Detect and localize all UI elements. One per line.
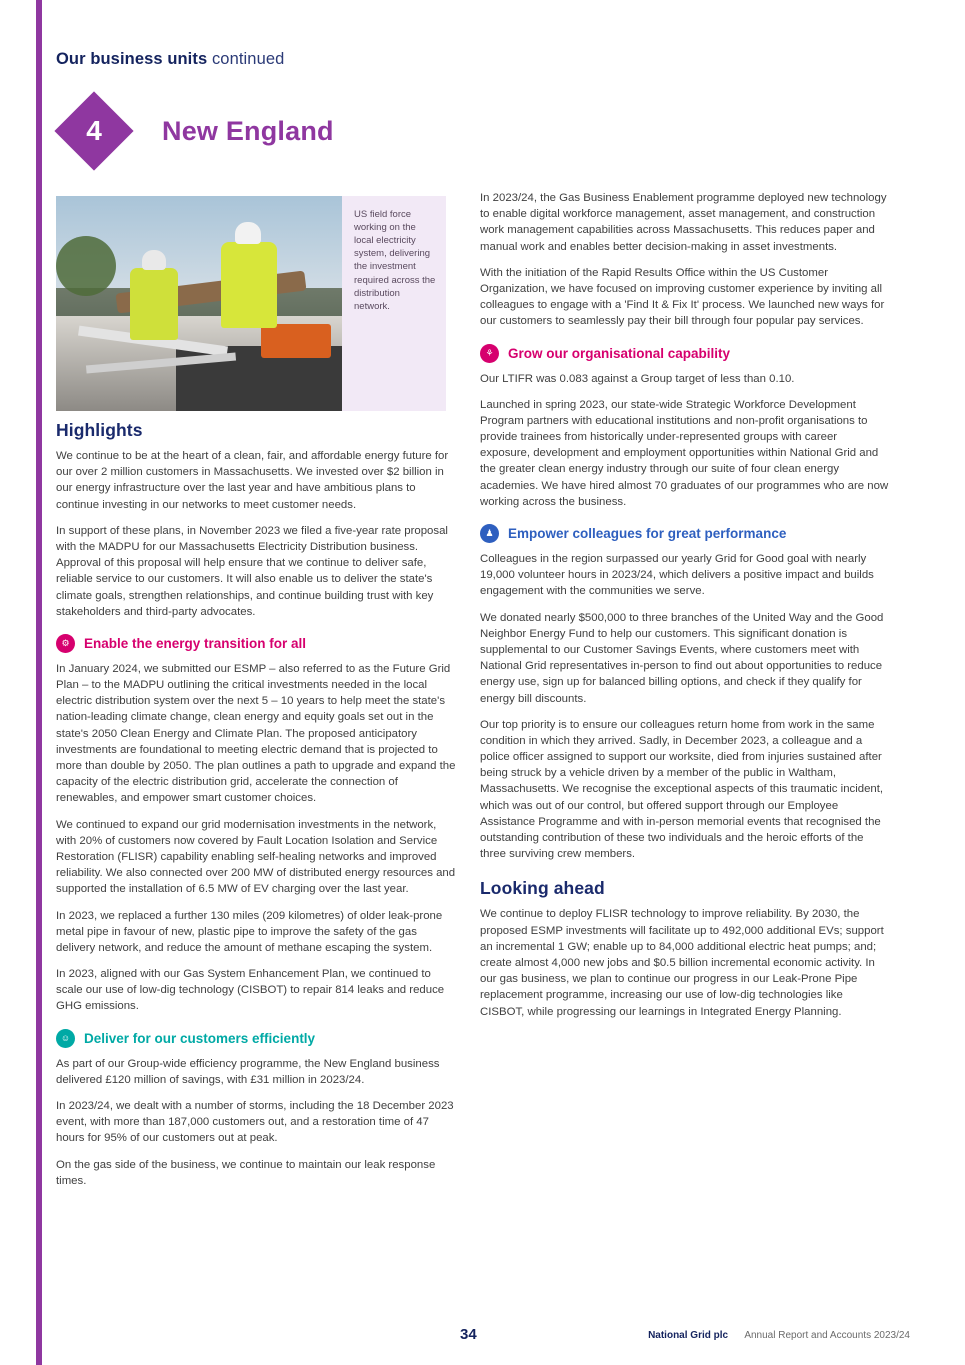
highlights-paragraph: In support of these plans, in November 2023 we filed a five-year rate proposal with the MADPU for our Massachusetts Electricity Distribution business. Approval of this proposal will help ensure that we continue to deliver safe, reliable service to our customers. It will also enable us to deliver the state's climate goals, strengthen relationships, and continue building trust with key stakeholders and third-party advocates.	[56, 524, 448, 618]
subsection-paragraph: As part of our Group-wide efficiency programme, the New England business delivered £120 million of savings, with £31 million in 2023/24.	[56, 1057, 440, 1086]
right-column	[480, 190, 890, 1030]
highlights-paragraph: We continue to be at the heart of a clean, fair, and affordable energy future for our over 2 million customers in Massachusetts. We invested over $2 billion in our energy infrastructure over the last year and have ambitious plans to continue investing in our networks to meet customer needs.	[56, 450, 449, 511]
unit-number-diamond	[54, 91, 133, 170]
subsection-title: Enable the energy transition for all	[84, 635, 307, 651]
subsection-paragraph: Launched in spring 2023, our state-wide Strategic Workforce Development Program partners with educational institutions and non-profit organisations to provide trainees from historically under-represented groups with career exposure, development and employment opportunities within National Grid and the greater clean energy industry through our suite of four clean energy academies. We have hired almost 70 graduates of our programmes who are now working across the business.	[480, 398, 889, 508]
subsection-title: Deliver for our customers efficiently	[84, 1030, 316, 1046]
page-header	[56, 50, 284, 69]
photo-worker-left-helmet	[142, 250, 166, 270]
subsection-paragraph: In January 2024, we submitted our ESMP – also referred to as the Future Grid Plan – to the MADPU outlining the critical investments needed in the local electric distribution system over the next 5 – 10 years to help meet the state's nation-leading climate change, clean energy and equity goals set out in the state's 2050 Clean Energy and Climate Plan. The proposed anticipatory investments are foundational to meeting electric demand that is projected to more than double by 2050. The plan outlines a path to upgrade and expand the capacity of the electric distribution grid, accelerate the connection of renewables, and empower smart customer choices.	[56, 662, 456, 805]
subsection-paragraph: We donated nearly $500,000 to three branches of the United Way and the Good Neighbor Energy Fund to help our customers. This significant donation is supplemental to our Customer Savings Events, where customers meet with National Grid representatives in-person to find out about opportunities to reduce energy use, sign up for balanced billing options, and check if they qualify for energy bill discounts.	[480, 611, 884, 705]
photo-foliage	[56, 236, 116, 296]
photo-worker-right	[221, 242, 277, 328]
unit-number: 4	[86, 115, 102, 146]
subsection-header-empower-colleagues	[480, 524, 890, 543]
subsection-paragraph: Our LTIFR was 0.083 against a Group target of less than 0.10.	[480, 372, 795, 385]
customer-efficiency-icon: ☺	[56, 1029, 75, 1048]
empower-colleagues-icon: ♟	[480, 524, 499, 543]
photo-caption: US field force working on the local electricity system, delivering the investment required across the distribution network.	[342, 196, 446, 411]
left-column	[56, 420, 456, 1199]
subsection-header-customer-efficiency	[56, 1029, 456, 1048]
subsection-paragraph: Colleagues in the region surpassed our yearly Grid for Good goal with nearly 19,000 volunteer hours in 2023/24, which delivers a positive impact and builds engagement with the communities we serve.	[480, 553, 874, 598]
page-header-continued: continued	[211, 50, 285, 68]
footer-company: National Grid plc	[648, 1330, 729, 1341]
looking-ahead-paragraph: We continue to deploy FLISR technology to improve reliability. By 2030, the proposed ESMP investments will facilitate up to 492,000 additional EVs; support an incremental 1 GW; enable up to 84,000 additional electric heat pumps; and; create almost 4,000 new jobs and $0.5 billion incremental economic activity. In our gas business, we plan to continue our progress in our Leak-Prone Pipe replacement programme, increasing our use of low-dig technologies like CISBOT, while progressing our learnings in Integrated Energy Planning.	[480, 908, 884, 1018]
intro-paragraph: In 2023/24, the Gas Business Enablement programme deployed new technology to enable digital workforce management, asset management, and construction work management capabilities across Massachusetts. This reduces paper and manual work and enables better decision-making in asset investments.	[480, 192, 887, 253]
photo-worker-right-helmet	[235, 222, 261, 244]
photo-block	[56, 196, 446, 411]
subsection-title: Grow our organisational capability	[508, 345, 731, 361]
footer-report: Annual Report and Accounts 2023/24	[744, 1330, 910, 1341]
subsection-paragraph: On the gas side of the business, we continue to maintain our leak response times.	[56, 1158, 436, 1187]
page-content	[56, 0, 916, 1365]
page-number: 34	[460, 1326, 477, 1343]
subsection-paragraph: Our top priority is to ensure our colleagues return home from work in the same condition in which they arrived. Sadly, in December 2023, a colleague and a police officer assigned to support our worksite, died from injuries sustained after being struck by a vehicle driven by a member of the public in Waltham, Massachusetts. We recognise the exceptional aspects of this traumatic incident, which was out of our control, but offered support through our Employee Assistance Programme and with in-person memorial events that recognised the outstanding contribution of these two individuals and the heroic efforts of the three surviving crew members.	[480, 718, 884, 861]
footer-attribution	[648, 1330, 910, 1341]
intro-paragraph: With the initiation of the Rapid Results Office within the US Customer Organization, we have focused on improving customer experience by inviting all colleagues to engage with a 'Find It & Fix It' process. We launched new ways for our customers to seamlessly pay their bill through four popular pay services.	[480, 266, 885, 328]
photo-equipment-box	[261, 324, 331, 358]
subsection-paragraph: In 2023, we replaced a further 130 miles (209 kilometres) of older leak-prone metal pipe in favour of new, plastic pipe to improve the safety of the gas delivery network, and reduce the amount of methane escaping the system.	[56, 909, 443, 954]
subsection-title: Empower colleagues for great performance	[508, 526, 787, 541]
page-edge-rule	[36, 0, 42, 1365]
unit-title: New England	[162, 115, 334, 146]
business-unit-badge	[56, 103, 334, 159]
subsection-header-energy-transition	[56, 634, 456, 653]
subsection-header-organisational-capability	[480, 344, 890, 363]
looking-ahead-heading: Looking ahead	[480, 878, 605, 899]
highlights-heading: Highlights	[56, 420, 143, 440]
page-header-title: Our business units	[56, 50, 208, 68]
field-force-photo	[56, 196, 342, 411]
photo-worker-left	[130, 268, 178, 340]
subsection-paragraph: We continued to expand our grid modernisation investments in the network, with 20% of customers now covered by Fault Location Isolation and Service Restoration (FLISR) capability enabling self-healing networks and improved reliability. We also connected over 200 MW of distributed energy resources and supported the installation of 6.5 MW of EV charging over the last year.	[56, 818, 456, 896]
subsection-paragraph: In 2023, aligned with our Gas System Enhancement Plan, we continued to scale our use of low-dig technology (CISBOT) to repair 814 leaks and reduce GHG emissions.	[56, 968, 445, 1013]
energy-transition-icon: ⚙	[56, 634, 75, 653]
organisational-capability-icon: ⚘	[480, 344, 499, 363]
subsection-paragraph: In 2023/24, we dealt with a number of storms, including the 18 December 2023 event, with more than 187,000 customers out, and a restoration time of 47 hours for 95% of our customers out at peak.	[56, 1100, 454, 1145]
